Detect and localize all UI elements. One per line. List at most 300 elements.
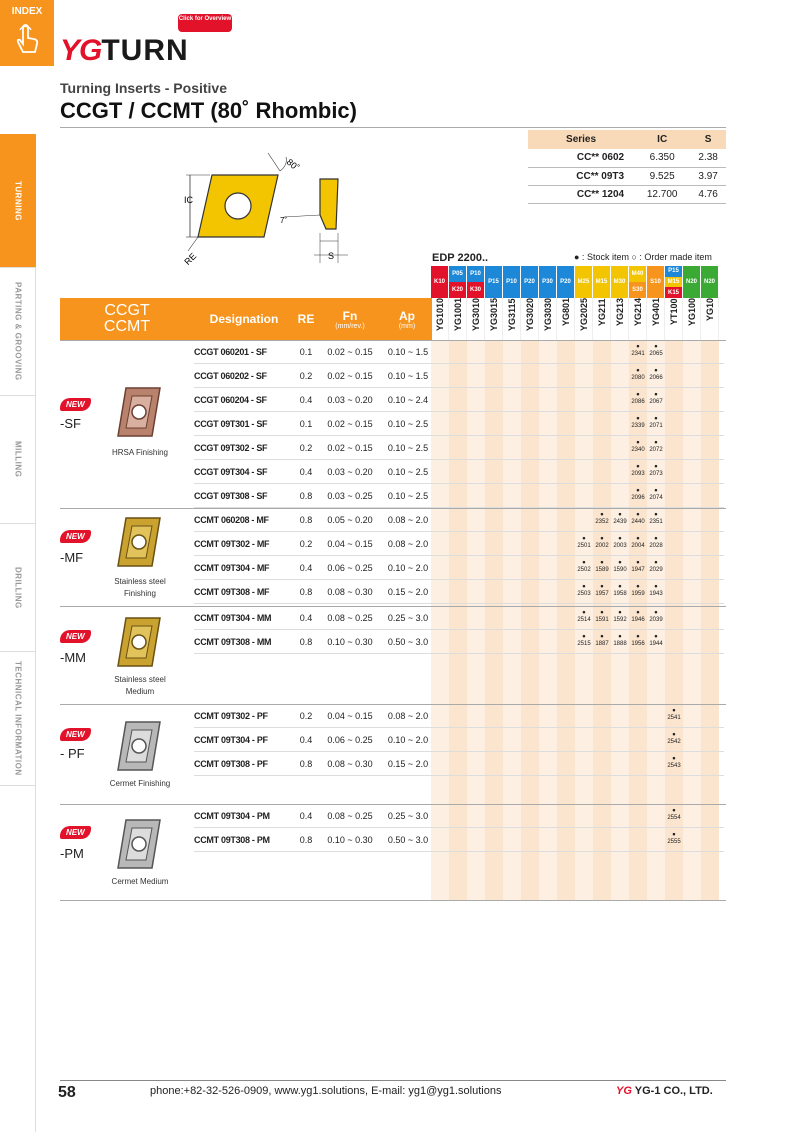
edp-number: 2502 — [577, 567, 591, 573]
stock-item-mark — [647, 438, 665, 454]
page-subtitle: Turning Inserts - Positive — [60, 80, 227, 96]
grade-class-cell — [611, 266, 629, 298]
row-re: 0.8 — [299, 636, 313, 647]
group-pm — [60, 804, 194, 900]
grade-name: YG401 — [650, 298, 661, 327]
stock-dot-icon: • — [636, 389, 640, 399]
stock-dot-icon: • — [582, 533, 586, 543]
edp-number: 2073 — [649, 471, 663, 477]
row-ap: 0.10 ~ 1.5 — [387, 346, 429, 357]
new-badge: NEW — [60, 728, 91, 741]
group-description: Stainless steel Finishing — [114, 577, 166, 598]
grade-class-label: S30 — [629, 282, 646, 298]
stock-item-mark — [629, 486, 647, 502]
edp-number: 1590 — [613, 567, 627, 573]
section-divider — [60, 804, 726, 805]
edp-number: 2352 — [595, 519, 609, 525]
stock-dot-icon: • — [582, 607, 586, 617]
stock-dot-icon: • — [654, 557, 658, 567]
row-re: 0.1 — [299, 346, 313, 357]
row-designation: CCGT 060202 - SF — [194, 370, 267, 381]
grade-name: YT100 — [668, 298, 679, 325]
grade-class-label: M25 — [575, 266, 592, 298]
stock-item-mark — [629, 558, 647, 574]
designation-heading: Designation — [209, 312, 279, 326]
row-ap: 0.50 ~ 3.0 — [387, 834, 429, 845]
edp-number: 2341 — [631, 351, 645, 357]
grade-name: YG211 — [596, 298, 607, 326]
stock-item-mark — [575, 558, 593, 574]
row-fn: 0.02 ~ 0.15 — [327, 418, 373, 429]
stock-item-mark — [665, 806, 683, 822]
stock-item-mark — [629, 414, 647, 430]
grade-name-cell — [521, 298, 539, 340]
ic-col-header: IC — [634, 130, 690, 149]
table-row — [528, 185, 726, 203]
row-designation: CCGT 09T301 - SF — [194, 418, 268, 429]
grade-class-cell — [683, 266, 701, 298]
stock-dot-icon: • — [618, 557, 622, 567]
stock-dot-icon: • — [654, 581, 658, 591]
tab-label: PARTING & GROOVING — [13, 282, 23, 381]
stock-dot-icon: • — [636, 631, 640, 641]
hand-pointer-icon — [12, 22, 42, 58]
angle-label: 80˚ — [284, 156, 302, 173]
tab-parting-grooving[interactable] — [0, 268, 36, 396]
stock-dot-icon: • — [636, 341, 640, 351]
overview-button[interactable]: Click for Overview — [178, 14, 232, 32]
row-re: 0.8 — [299, 834, 313, 845]
row-ap: 0.10 ~ 2.0 — [387, 562, 429, 573]
table-row — [528, 149, 726, 167]
grade-name-cell — [611, 298, 629, 340]
stock-item-mark — [665, 706, 683, 722]
section-divider — [60, 508, 726, 509]
edp-number: 1956 — [631, 641, 645, 647]
stock-item-mark — [575, 534, 593, 550]
row-ap: 0.50 ~ 3.0 — [387, 636, 429, 647]
tab-technical-information[interactable] — [0, 652, 36, 786]
row-designation: CCGT 09T304 - SF — [194, 466, 268, 477]
row-ap: 0.10 ~ 1.5 — [387, 370, 429, 381]
grade-class-label: M15 — [593, 266, 610, 298]
group-name: -SF — [60, 416, 81, 431]
s-cell: 3.97 — [690, 167, 726, 185]
row-ap: 0.10 ~ 2.5 — [387, 490, 429, 501]
tab-turning[interactable] — [0, 134, 36, 268]
grade-class-label: P20 — [557, 266, 574, 298]
row-ap: 0.08 ~ 2.0 — [387, 538, 429, 549]
group-description: Stainless steel Medium — [114, 675, 166, 696]
grade-class-cell — [593, 266, 611, 298]
stock-dot-icon: • — [618, 607, 622, 617]
stock-dot-icon: • — [654, 389, 658, 399]
row-fn: 0.08 ~ 0.25 — [327, 810, 373, 821]
stock-item-mark — [629, 438, 647, 454]
row-fn: 0.04 ~ 0.15 — [327, 538, 373, 549]
stock-item-mark — [629, 608, 647, 624]
stock-dot-icon: • — [654, 341, 658, 351]
tab-label: TECHNICAL INFORMATION — [13, 661, 23, 776]
stock-dot-icon: • — [654, 437, 658, 447]
re-heading: RE — [297, 312, 315, 326]
edp-number: 1589 — [595, 567, 609, 573]
tab-label: MILLING — [13, 441, 23, 478]
stock-item-mark — [593, 534, 611, 550]
grade-class-label: K30 — [467, 282, 484, 298]
stock-dot-icon: • — [636, 413, 640, 423]
row-designation: CCMT 09T304 - PM — [194, 810, 270, 821]
edp-number: 1947 — [631, 567, 645, 573]
grade-name-cell — [593, 298, 611, 340]
stock-dot-icon: • — [636, 485, 640, 495]
row-fn: 0.05 ~ 0.20 — [327, 514, 373, 525]
tab-label: TURNING — [13, 180, 23, 221]
stock-item-mark — [647, 486, 665, 502]
row-fn: 0.06 ~ 0.25 — [327, 562, 373, 573]
new-badge: NEW — [60, 530, 91, 543]
edp-number: 2501 — [577, 543, 591, 549]
stock-item-mark — [629, 534, 647, 550]
edp-number: 2072 — [649, 447, 663, 453]
stock-dot-icon: • — [618, 509, 622, 519]
row-fn: 0.02 ~ 0.15 — [327, 370, 373, 381]
footer-brand — [616, 1085, 713, 1097]
grade-name: YG214 — [632, 298, 643, 327]
edp-number: 2554 — [667, 815, 681, 821]
row-re: 0.4 — [299, 734, 313, 745]
footer-divider — [60, 1080, 726, 1081]
row-re: 0.8 — [299, 586, 313, 597]
stock-item-mark — [665, 730, 683, 746]
row-ap: 0.25 ~ 3.0 — [387, 612, 429, 623]
stock-item-mark — [575, 582, 593, 598]
stock-item-mark — [593, 608, 611, 624]
code-bottom: CCMT — [103, 318, 151, 335]
yg-turn-logo — [60, 34, 189, 68]
edp-number: 2515 — [577, 641, 591, 647]
grade-class-cell — [539, 266, 557, 298]
row-re: 0.4 — [299, 810, 313, 821]
row-designation: CCMT 060208 - MF — [194, 514, 269, 525]
new-badge: NEW — [60, 826, 91, 839]
grade-class-cell — [701, 266, 719, 298]
edp-number: 2074 — [649, 495, 663, 501]
new-badge: NEW — [60, 630, 91, 643]
index-tab[interactable] — [0, 0, 54, 66]
grade-name-cell — [485, 298, 503, 340]
row-ap: 0.15 ~ 2.0 — [387, 586, 429, 597]
stock-dot-icon: • — [636, 509, 640, 519]
grade-name: YG2025 — [578, 298, 589, 332]
edp-number: 1957 — [595, 591, 609, 597]
table-row — [194, 752, 724, 776]
s-col-header: S — [690, 130, 726, 149]
stock-item-mark — [647, 342, 665, 358]
row-re: 0.8 — [299, 758, 313, 769]
grade-name: YG3115 — [506, 298, 517, 331]
grade-name: YG801 — [560, 298, 571, 327]
edp-number: 2541 — [667, 715, 681, 721]
code-top: CCGT — [104, 302, 150, 319]
s-cell: 4.76 — [690, 185, 726, 203]
row-re: 0.4 — [299, 612, 313, 623]
grade-class-label: P30 — [539, 266, 556, 298]
stock-item-mark — [611, 510, 629, 526]
edp-number: 2066 — [649, 375, 663, 381]
row-fn: 0.10 ~ 0.30 — [327, 834, 373, 845]
row-designation: CCMT 09T302 - PF — [194, 710, 268, 721]
table-row — [194, 704, 724, 728]
ic-cell: 12.700 — [634, 185, 690, 203]
grade-class-cell — [557, 266, 575, 298]
section-divider — [60, 340, 726, 341]
grade-class-label: N20 — [683, 266, 700, 298]
ic-label: IC — [184, 195, 193, 205]
row-designation: CCMT 09T304 - PF — [194, 734, 268, 745]
stock-item-mark — [593, 582, 611, 598]
row-fn: 0.08 ~ 0.30 — [327, 586, 373, 597]
row-fn: 0.10 ~ 0.30 — [327, 636, 373, 647]
series-cell: CC** 1204 — [528, 185, 634, 203]
grade-name: YG3030 — [542, 298, 553, 332]
stock-item-mark — [629, 342, 647, 358]
row-re: 0.1 — [299, 418, 313, 429]
edp-number: 2002 — [595, 543, 609, 549]
stock-item-mark — [647, 608, 665, 624]
grade-name: YG1010 — [434, 298, 445, 332]
row-ap: 0.10 ~ 2.4 — [387, 394, 429, 405]
index-label: INDEX — [11, 6, 43, 17]
grade-name-cell — [557, 298, 575, 340]
grade-name-cell — [467, 298, 485, 340]
row-ap: 0.15 ~ 2.0 — [387, 758, 429, 769]
stock-item-mark — [629, 462, 647, 478]
stock-item-mark — [629, 510, 647, 526]
group-name: - PF — [60, 746, 85, 761]
stock-dot-icon: • — [654, 509, 658, 519]
logo-turn: TURN — [101, 34, 189, 67]
stock-dot-icon: • — [600, 509, 604, 519]
series-col-header: Series — [528, 130, 634, 149]
row-re: 0.2 — [299, 710, 313, 721]
table-row — [194, 828, 724, 852]
stock-item-mark — [647, 534, 665, 550]
fn-heading — [318, 309, 382, 330]
mf-insert-image — [114, 514, 164, 570]
stock-dot-icon: • — [654, 461, 658, 471]
edp-number: 1591 — [595, 617, 609, 623]
footer-brand-text: YG-1 CO., LTD. — [634, 1085, 713, 1097]
row-re: 0.8 — [299, 514, 313, 525]
stock-dot-icon: • — [654, 485, 658, 495]
grade-name-cell — [449, 298, 467, 340]
edp-number: 2039 — [649, 617, 663, 623]
pm-insert-image — [114, 816, 164, 872]
grade-name-header — [431, 298, 719, 340]
stock-dot-icon: • — [600, 557, 604, 567]
grade-class-cell — [647, 266, 665, 298]
grade-class-label: K20 — [449, 282, 466, 298]
edp-number: 2340 — [631, 447, 645, 453]
mm-insert-image — [114, 614, 164, 670]
row-designation: CCGT 09T302 - SF — [194, 442, 268, 453]
grade-class-label: M30 — [611, 266, 628, 298]
grade-name-cell — [431, 298, 449, 340]
grade-class-label: P15 — [665, 266, 682, 277]
edp-number: 2003 — [613, 543, 627, 549]
group-description: Cermet Finishing — [109, 779, 171, 788]
grade-class-cell — [503, 266, 521, 298]
group-name: -MM — [60, 650, 86, 665]
row-designation: CCMT 09T308 - PM — [194, 834, 270, 845]
edp-number: 2004 — [631, 543, 645, 549]
page-title: CCGT / CCMT (80˚ Rhombic) — [60, 98, 357, 123]
ic-cell: 9.525 — [634, 167, 690, 185]
stock-dot-icon: • — [672, 705, 676, 715]
group-description: Cermet Medium — [111, 877, 169, 886]
grade-class-cell — [665, 266, 683, 298]
ap-label: Ap — [399, 308, 415, 323]
ic-cell: 6.350 — [634, 149, 690, 167]
edp-number: 1946 — [631, 617, 645, 623]
grade-class-label: P05 — [449, 266, 466, 282]
row-re: 0.2 — [299, 442, 313, 453]
title-divider — [60, 127, 726, 128]
row-re: 0.4 — [299, 394, 313, 405]
row-designation: CCMT 09T302 - MF — [194, 538, 270, 549]
edp-number: 2093 — [631, 471, 645, 477]
tab-label: DRILLING — [13, 566, 23, 609]
row-fn: 0.03 ~ 0.25 — [327, 490, 373, 501]
edp-number: 2514 — [577, 617, 591, 623]
row-designation: CCMT 09T304 - MM — [194, 612, 272, 623]
ap-heading — [382, 309, 432, 330]
grade-name: YG100 — [686, 298, 697, 327]
stock-item-mark — [647, 558, 665, 574]
stock-dot-icon: • — [636, 557, 640, 567]
edp-number: 1943 — [649, 591, 663, 597]
new-badge: NEW — [60, 398, 91, 411]
stock-dot-icon: • — [654, 607, 658, 617]
stock-dot-icon: • — [654, 533, 658, 543]
pf-insert-image — [114, 718, 164, 774]
grade-class-cell — [485, 266, 503, 298]
stock-dot-icon: • — [672, 829, 676, 839]
row-ap: 0.08 ~ 2.0 — [387, 514, 429, 525]
edp-number: 1958 — [613, 591, 627, 597]
stock-dot-icon: • — [600, 607, 604, 617]
grade-class-label: N20 — [701, 266, 718, 298]
series-cell: CC** 0602 — [528, 149, 634, 167]
stock-item-mark — [575, 608, 593, 624]
grade-name-cell — [701, 298, 719, 340]
grade-class-header — [431, 266, 719, 298]
edp-number: 1592 — [613, 617, 627, 623]
stock-dot-icon: • — [618, 581, 622, 591]
stock-dot-icon: • — [618, 631, 622, 641]
stock-dot-icon: • — [636, 437, 640, 447]
stock-item-mark — [575, 632, 593, 648]
row-fn: 0.02 ~ 0.15 — [327, 346, 373, 357]
grade-class-label: P20 — [521, 266, 538, 298]
stock-item-mark — [611, 558, 629, 574]
edp-number: 2339 — [631, 423, 645, 429]
grade-class-label: P10 — [503, 266, 520, 298]
row-re: 0.8 — [299, 490, 313, 501]
stock-dot-icon: • — [672, 805, 676, 815]
row-fn: 0.03 ~ 0.20 — [327, 466, 373, 477]
stock-item-mark — [611, 608, 629, 624]
group-pf — [60, 704, 194, 804]
edp-number: 2065 — [649, 351, 663, 357]
grade-class-cell — [449, 266, 467, 298]
stock-item-mark — [629, 582, 647, 598]
grade-name: YG213 — [614, 298, 625, 327]
stock-item-mark — [647, 582, 665, 598]
tab-drilling[interactable] — [0, 524, 36, 652]
edp-number: 2067 — [649, 399, 663, 405]
page-number: 58 — [58, 1084, 76, 1101]
contact-info: phone:+82-32-526-0909, www.yg1.solutions, E-mail: yg1@yg1.solutions — [150, 1085, 502, 1097]
section-divider — [60, 606, 726, 607]
stock-item-mark — [593, 510, 611, 526]
grade-class-cell — [467, 266, 485, 298]
edp-number: 1944 — [649, 641, 663, 647]
row-designation: CCMT 09T308 - MF — [194, 586, 270, 597]
stock-item-mark — [593, 632, 611, 648]
edp-number: 2542 — [667, 739, 681, 745]
row-ap: 0.08 ~ 2.0 — [387, 710, 429, 721]
ap-unit: (mm) — [398, 322, 416, 330]
edp-number: 2503 — [577, 591, 591, 597]
stock-item-mark — [593, 558, 611, 574]
row-re: 0.4 — [299, 562, 313, 573]
row-fn: 0.03 ~ 0.20 — [327, 394, 373, 405]
row-ap: 0.25 ~ 3.0 — [387, 810, 429, 821]
grade-name: YG3015 — [488, 298, 499, 332]
stock-item-mark — [647, 462, 665, 478]
stock-dot-icon: • — [582, 581, 586, 591]
stock-dot-icon: • — [600, 581, 604, 591]
grade-name: YG10 — [704, 298, 715, 322]
grade-class-cell — [521, 266, 539, 298]
row-designation: CCMT 09T304 - MF — [194, 562, 270, 573]
table-row — [194, 804, 724, 828]
grade-name: YG3010 — [470, 298, 481, 332]
stock-legend: ● : Stock item ○ : Order made item — [574, 252, 712, 262]
stock-dot-icon: • — [582, 631, 586, 641]
edp-number: 2029 — [649, 567, 663, 573]
edp-number: 2071 — [649, 423, 663, 429]
stock-item-mark — [665, 754, 683, 770]
edp-number: 1887 — [595, 641, 609, 647]
row-designation: CCGT 09T308 - SF — [194, 490, 268, 501]
row-re: 0.2 — [299, 538, 313, 549]
stock-item-mark — [611, 632, 629, 648]
grade-name-cell — [503, 298, 521, 340]
footer-brand-mark: YG — [616, 1085, 632, 1097]
section-divider — [60, 704, 726, 705]
tab-milling[interactable] — [0, 396, 36, 524]
edp-number: 2555 — [667, 839, 681, 845]
row-ap: 0.10 ~ 2.5 — [387, 442, 429, 453]
s-label: S — [328, 251, 335, 261]
relief-label: 7˚ — [280, 216, 288, 225]
fn-unit: (mm/rev.) — [335, 322, 365, 330]
stock-dot-icon: • — [672, 753, 676, 763]
row-designation: CCGT 060204 - SF — [194, 394, 267, 405]
